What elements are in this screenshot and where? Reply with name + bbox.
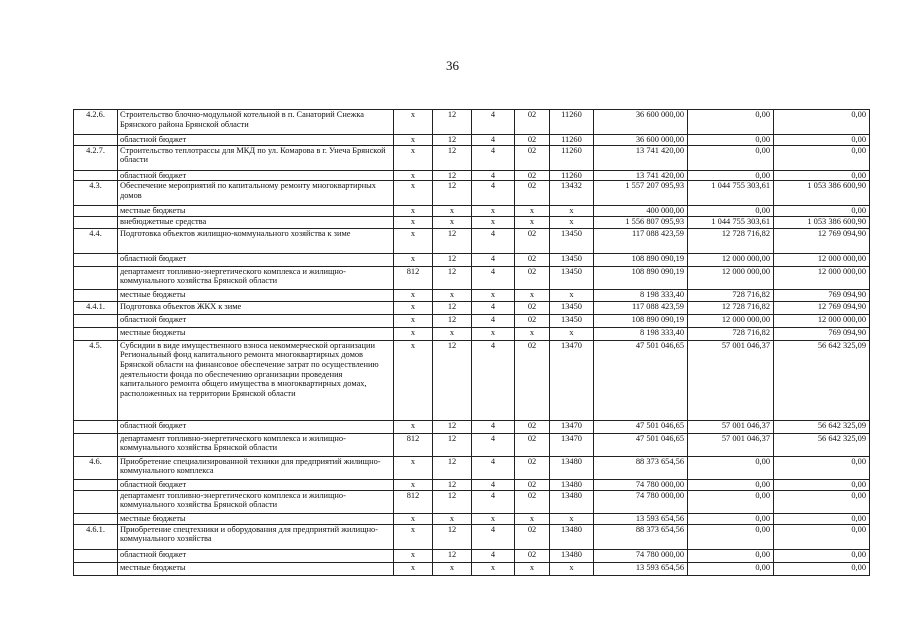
row-col-3: 4	[472, 170, 515, 181]
row-col-4: 02	[515, 433, 550, 456]
row-value-1: 108 890 090,19	[594, 266, 688, 289]
row-value-1: 117 088 423,59	[594, 301, 688, 314]
row-col-4: 02	[515, 524, 550, 549]
row-col-1: х	[394, 289, 433, 301]
row-col-3: 4	[472, 524, 515, 549]
row-col-2: 12	[433, 314, 472, 327]
row-col-5: 13480	[550, 490, 594, 513]
row-name: Обеспечение мероприятий по капитальному ремонту многоквартирных домов	[118, 181, 394, 206]
row-col-3: 4	[472, 490, 515, 513]
row-col-5: х	[550, 562, 594, 575]
row-col-4: 02	[515, 228, 550, 253]
row-value-1: 8 198 333,40	[594, 289, 688, 301]
row-name: местные бюджеты	[118, 562, 394, 575]
row-value-1: 13 593 654,56	[594, 562, 688, 575]
row-col-1: х	[394, 228, 433, 253]
row-col-3: х	[472, 562, 515, 575]
row-col-5: 13470	[550, 340, 594, 420]
row-col-4: 02	[515, 170, 550, 181]
row-col-5: х	[550, 513, 594, 524]
row-col-5: 11260	[550, 170, 594, 181]
table-row	[74, 433, 870, 456]
row-col-1: 812	[394, 490, 433, 513]
row-col-5: 11260	[550, 135, 594, 146]
row-col-5: х	[550, 327, 594, 340]
row-col-1: х	[394, 181, 433, 206]
row-name: внебюджетные средства	[118, 216, 394, 228]
table-row	[74, 420, 870, 433]
row-col-1: 812	[394, 433, 433, 456]
row-col-3: 4	[472, 479, 515, 490]
row-col-5: 13480	[550, 456, 594, 479]
row-value-1: 74 780 000,00	[594, 490, 688, 513]
row-code	[74, 206, 118, 217]
table-row	[74, 301, 870, 314]
row-value-3: 0,00	[774, 524, 870, 549]
row-col-4: х	[515, 289, 550, 301]
table-row	[74, 289, 870, 301]
row-col-4: 02	[515, 253, 550, 266]
row-value-2: 0,00	[688, 170, 774, 181]
row-col-2: х	[433, 562, 472, 575]
row-col-5: 13450	[550, 314, 594, 327]
row-col-3: 4	[472, 456, 515, 479]
row-value-1: 1 557 207 095,93	[594, 181, 688, 206]
row-value-2: 57 001 046,37	[688, 433, 774, 456]
row-col-1: х	[394, 513, 433, 524]
row-col-4: 02	[515, 266, 550, 289]
row-value-1: 88 373 654,56	[594, 524, 688, 549]
row-code: 4.6.1.	[74, 524, 118, 549]
row-col-2: х	[433, 216, 472, 228]
row-name: областной бюджет	[118, 170, 394, 181]
row-col-2: 12	[433, 266, 472, 289]
row-value-2: 12 000 000,00	[688, 314, 774, 327]
table-row	[74, 181, 870, 206]
row-name: департамент топливно-энергетического комплекса и жилищно-коммунального хозяйства Брянской области	[118, 433, 394, 456]
row-value-2: 0,00	[688, 490, 774, 513]
row-col-5: 13470	[550, 433, 594, 456]
table-row	[74, 145, 870, 170]
table-body	[74, 110, 870, 576]
row-col-3: 4	[472, 253, 515, 266]
table-row	[74, 206, 870, 217]
row-value-1: 117 088 423,59	[594, 228, 688, 253]
row-value-2: 0,00	[688, 524, 774, 549]
row-col-1: х	[394, 110, 433, 135]
row-value-3: 1 053 386 600,90	[774, 181, 870, 206]
table-row	[74, 513, 870, 524]
row-col-5: 13432	[550, 181, 594, 206]
row-col-2: 12	[433, 490, 472, 513]
row-value-1: 13 741 420,00	[594, 170, 688, 181]
row-code	[74, 549, 118, 562]
row-col-1: х	[394, 456, 433, 479]
page-number: 36	[446, 58, 459, 73]
row-name: департамент топливно-энергетического комплекса и жилищно-коммунального хозяйства Брянской области	[118, 266, 394, 289]
row-col-1: х	[394, 206, 433, 217]
row-col-3: 4	[472, 340, 515, 420]
row-name: областной бюджет	[118, 420, 394, 433]
row-col-4: 02	[515, 456, 550, 479]
row-value-2: 1 044 755 303,61	[688, 181, 774, 206]
row-value-1: 8 198 333,40	[594, 327, 688, 340]
row-col-2: 12	[433, 301, 472, 314]
row-value-1: 47 501 046,65	[594, 433, 688, 456]
row-value-3: 0,00	[774, 456, 870, 479]
row-code	[74, 490, 118, 513]
row-value-2: 0,00	[688, 513, 774, 524]
row-name: Приобретение спецтехники и оборудования для предприятий жилищно-коммунального хозяйства	[118, 524, 394, 549]
row-col-1: х	[394, 327, 433, 340]
row-col-5: 11260	[550, 110, 594, 135]
row-col-2: 12	[433, 479, 472, 490]
row-value-3: 12 769 094,90	[774, 301, 870, 314]
row-value-3: 769 094,90	[774, 327, 870, 340]
row-col-1: х	[394, 170, 433, 181]
row-col-2: 12	[433, 228, 472, 253]
row-value-3: 12 000 000,00	[774, 266, 870, 289]
row-name: областной бюджет	[118, 253, 394, 266]
row-code	[74, 253, 118, 266]
row-col-3: 4	[472, 135, 515, 146]
row-value-3: 56 642 325,09	[774, 340, 870, 420]
row-col-3: х	[472, 216, 515, 228]
row-col-2: х	[433, 206, 472, 217]
row-col-5: 13480	[550, 479, 594, 490]
row-value-1: 36 600 000,00	[594, 135, 688, 146]
row-value-1: 400 000,00	[594, 206, 688, 217]
row-value-1: 88 373 654,56	[594, 456, 688, 479]
row-value-3: 56 642 325,09	[774, 420, 870, 433]
row-name: Субсидии в виде имущественного взноса некоммерческой организации Региональный фонд капитального ремонта многоквартирных домов Брянской области на финансовое обеспечение затрат по осуществлению деятельности фонда по обеспечению организации проведения капитального ремонта общего имущества в многоквартирных домах, расположенных на территории Брянской области	[118, 340, 394, 420]
row-value-2: 728 716,82	[688, 327, 774, 340]
row-value-3: 0,00	[774, 549, 870, 562]
row-name: областной бюджет	[118, 314, 394, 327]
row-value-1: 108 890 090,19	[594, 253, 688, 266]
row-col-3: 4	[472, 549, 515, 562]
row-name: местные бюджеты	[118, 206, 394, 217]
table-row	[74, 266, 870, 289]
row-code: 4.5.	[74, 340, 118, 420]
row-col-1: х	[394, 301, 433, 314]
row-col-1: х	[394, 420, 433, 433]
row-col-2: х	[433, 289, 472, 301]
row-value-3: 12 769 094,90	[774, 228, 870, 253]
row-code	[74, 135, 118, 146]
row-name: департамент топливно-энергетического комплекса и жилищно-коммунального хозяйства Брянской области	[118, 490, 394, 513]
row-name: областной бюджет	[118, 135, 394, 146]
row-value-3: 12 000 000,00	[774, 314, 870, 327]
row-value-1: 74 780 000,00	[594, 549, 688, 562]
row-col-4: х	[515, 216, 550, 228]
table-row	[74, 228, 870, 253]
row-col-5: 13470	[550, 420, 594, 433]
row-code: 4.4.	[74, 228, 118, 253]
row-col-3: 4	[472, 266, 515, 289]
row-col-5: 13450	[550, 228, 594, 253]
row-col-2: 12	[433, 420, 472, 433]
row-value-3: 0,00	[774, 135, 870, 146]
row-col-3: 4	[472, 145, 515, 170]
row-value-2: 12 728 716,82	[688, 301, 774, 314]
row-value-3: 1 053 386 600,90	[774, 216, 870, 228]
row-value-3: 0,00	[774, 110, 870, 135]
row-value-2: 0,00	[688, 479, 774, 490]
table-row	[74, 110, 870, 135]
row-name: областной бюджет	[118, 549, 394, 562]
row-code	[74, 433, 118, 456]
row-code	[74, 314, 118, 327]
row-col-3: 4	[472, 228, 515, 253]
row-code	[74, 420, 118, 433]
table-row	[74, 490, 870, 513]
row-value-2: 0,00	[688, 562, 774, 575]
row-value-1: 47 501 046,65	[594, 340, 688, 420]
row-col-2: 12	[433, 456, 472, 479]
row-value-2: 12 000 000,00	[688, 253, 774, 266]
row-code: 4.6.	[74, 456, 118, 479]
row-col-4: 02	[515, 110, 550, 135]
row-col-2: 12	[433, 340, 472, 420]
row-col-3: х	[472, 206, 515, 217]
row-col-3: 4	[472, 181, 515, 206]
row-col-3: 4	[472, 314, 515, 327]
row-col-3: 4	[472, 433, 515, 456]
row-col-1: 812	[394, 266, 433, 289]
row-col-3: х	[472, 289, 515, 301]
row-col-4: х	[515, 206, 550, 217]
table-row	[74, 479, 870, 490]
row-value-2: 0,00	[688, 135, 774, 146]
row-col-5: х	[550, 216, 594, 228]
row-code: 4.2.7.	[74, 145, 118, 170]
row-col-2: 12	[433, 549, 472, 562]
row-col-5: х	[550, 206, 594, 217]
row-col-1: х	[394, 562, 433, 575]
row-col-4: 02	[515, 314, 550, 327]
row-col-1: х	[394, 524, 433, 549]
row-col-5: 13450	[550, 266, 594, 289]
row-value-2: 0,00	[688, 145, 774, 170]
row-col-4: х	[515, 513, 550, 524]
row-col-4: 02	[515, 145, 550, 170]
row-value-1: 108 890 090,19	[594, 314, 688, 327]
row-value-3: 769 094,90	[774, 289, 870, 301]
row-code	[74, 266, 118, 289]
row-code: 4.2.6.	[74, 110, 118, 135]
table-row	[74, 253, 870, 266]
row-value-3: 56 642 325,09	[774, 433, 870, 456]
row-col-4: х	[515, 562, 550, 575]
row-code	[74, 216, 118, 228]
row-col-5: 13450	[550, 253, 594, 266]
row-col-4: 02	[515, 479, 550, 490]
row-col-4: 02	[515, 490, 550, 513]
row-value-2: 728 716,82	[688, 289, 774, 301]
table-row	[74, 327, 870, 340]
row-col-4: 02	[515, 420, 550, 433]
row-code	[74, 327, 118, 340]
row-name: Строительство теплотрассы для МКД по ул. Комарова в г. Унеча Брянской области	[118, 145, 394, 170]
table-row	[74, 549, 870, 562]
row-col-3: х	[472, 513, 515, 524]
row-value-2: 12 000 000,00	[688, 266, 774, 289]
row-col-4: 02	[515, 301, 550, 314]
table-row	[74, 340, 870, 420]
row-value-2: 1 044 755 303,61	[688, 216, 774, 228]
row-col-2: х	[433, 513, 472, 524]
row-col-4: 02	[515, 340, 550, 420]
row-name: Строительство блочно-модульной котельной в п. Санаторий Снежка Брянского района Брянской области	[118, 110, 394, 135]
row-col-5: 11260	[550, 145, 594, 170]
row-col-3: 4	[472, 301, 515, 314]
row-col-1: х	[394, 253, 433, 266]
row-name: местные бюджеты	[118, 289, 394, 301]
row-col-2: 12	[433, 110, 472, 135]
row-value-3: 0,00	[774, 479, 870, 490]
row-value-2: 57 001 046,37	[688, 420, 774, 433]
row-name: Подготовка объектов жилищно-коммунального хозяйства к зиме	[118, 228, 394, 253]
table-row	[74, 314, 870, 327]
row-value-3: 0,00	[774, 145, 870, 170]
row-col-2: х	[433, 327, 472, 340]
row-code	[74, 170, 118, 181]
row-col-1: х	[394, 549, 433, 562]
row-col-4: 02	[515, 135, 550, 146]
row-code: 4.4.1.	[74, 301, 118, 314]
row-value-1: 13 741 420,00	[594, 145, 688, 170]
row-col-5: 13450	[550, 301, 594, 314]
row-value-3: 0,00	[774, 513, 870, 524]
row-value-3: 0,00	[774, 170, 870, 181]
row-name: областной бюджет	[118, 479, 394, 490]
table-row	[74, 456, 870, 479]
row-col-1: х	[394, 145, 433, 170]
row-col-5: 13480	[550, 549, 594, 562]
row-code: 4.3.	[74, 181, 118, 206]
row-col-3: 4	[472, 110, 515, 135]
row-col-2: 12	[433, 524, 472, 549]
row-col-2: 12	[433, 145, 472, 170]
row-value-1: 1 556 807 095,93	[594, 216, 688, 228]
row-col-5: 13480	[550, 524, 594, 549]
table-row	[74, 524, 870, 549]
row-col-3: 4	[472, 420, 515, 433]
row-col-4: х	[515, 327, 550, 340]
row-col-2: 12	[433, 135, 472, 146]
row-value-2: 0,00	[688, 456, 774, 479]
row-value-2: 0,00	[688, 206, 774, 217]
row-name: Подготовка объектов ЖКХ к зиме	[118, 301, 394, 314]
table-row	[74, 135, 870, 146]
row-col-2: 12	[433, 433, 472, 456]
row-value-1: 47 501 046,65	[594, 420, 688, 433]
row-value-2: 0,00	[688, 110, 774, 135]
row-value-3: 0,00	[774, 206, 870, 217]
row-code	[74, 479, 118, 490]
row-name: местные бюджеты	[118, 327, 394, 340]
budget-table	[73, 109, 870, 576]
row-col-2: 12	[433, 253, 472, 266]
row-code	[74, 289, 118, 301]
row-col-1: х	[394, 216, 433, 228]
row-value-1: 36 600 000,00	[594, 110, 688, 135]
row-col-1: х	[394, 314, 433, 327]
row-value-1: 13 593 654,56	[594, 513, 688, 524]
row-value-1: 74 780 000,00	[594, 479, 688, 490]
table-row	[74, 562, 870, 575]
table-row	[74, 216, 870, 228]
row-col-3: х	[472, 327, 515, 340]
row-value-2: 12 728 716,82	[688, 228, 774, 253]
row-code	[74, 562, 118, 575]
row-col-1: х	[394, 340, 433, 420]
row-value-3: 12 000 000,00	[774, 253, 870, 266]
row-col-1: х	[394, 479, 433, 490]
row-col-5: х	[550, 289, 594, 301]
row-col-1: х	[394, 135, 433, 146]
row-value-2: 0,00	[688, 549, 774, 562]
row-col-4: 02	[515, 549, 550, 562]
row-col-2: 12	[433, 181, 472, 206]
row-code	[74, 513, 118, 524]
row-name: Приобретение специализированной техники для предприятий жилищно-коммунального комплекса	[118, 456, 394, 479]
row-value-3: 0,00	[774, 562, 870, 575]
row-col-2: 12	[433, 170, 472, 181]
row-value-3: 0,00	[774, 490, 870, 513]
row-value-2: 57 001 046,37	[688, 340, 774, 420]
table-row	[74, 170, 870, 181]
row-col-4: 02	[515, 181, 550, 206]
row-name: местные бюджеты	[118, 513, 394, 524]
